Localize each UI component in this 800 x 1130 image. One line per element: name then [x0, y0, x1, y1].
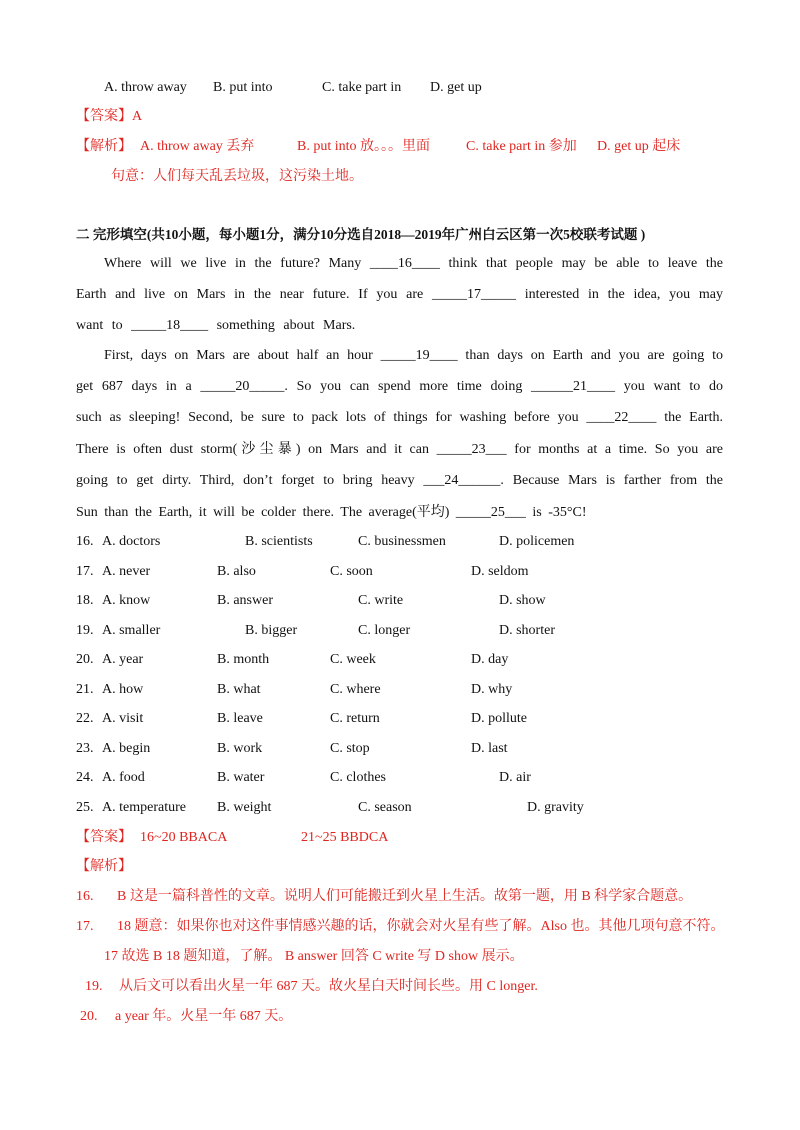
passage-line: such as sleeping! Second, be sure to pack lots of things for washing before you ____22____ the Earth.: [76, 410, 723, 425]
question-number: 25.: [76, 800, 94, 815]
passage-line: going to get dirty. Third, don’t forget to bring heavy ___24______. Because Mars is farther from the: [76, 473, 723, 488]
option-b: B. answer: [217, 593, 273, 608]
option-d: D. air: [499, 770, 531, 785]
option-b: B. work: [217, 741, 263, 756]
option-a: A. throw away: [104, 80, 187, 95]
answer-label: 【答案】: [76, 830, 132, 845]
analysis-d: D. get up 起床: [597, 139, 681, 154]
option-a: A. how: [102, 682, 144, 697]
analysis-label: 【解析】: [76, 859, 132, 874]
question-number: 16.: [76, 534, 94, 549]
analysis-b: B. put into 放。。。里面: [297, 139, 431, 154]
option-b: B. leave: [217, 711, 263, 726]
option-a: A. visit: [102, 711, 144, 726]
option-a: A. smaller: [102, 623, 161, 638]
analysis-a: A. throw away 丢弃: [140, 139, 255, 154]
option-b: B. water: [217, 770, 265, 785]
option-a: A. know: [102, 593, 151, 608]
analysis-c: C. take part in 参加: [466, 139, 577, 154]
option-c: C. soon: [330, 564, 373, 579]
question-number: 18.: [76, 593, 94, 608]
analysis-item-number: 19.: [85, 979, 103, 994]
option-a: A. doctors: [102, 534, 161, 549]
analysis-item-number: 20.: [80, 1009, 98, 1024]
option-b: B. also: [217, 564, 256, 579]
passage-line: First, days on Mars are about half an hour _____19____ than days on Earth and you are going to: [104, 348, 723, 363]
analysis-item-number: 16.: [76, 889, 94, 904]
option-c: C. longer: [358, 623, 411, 638]
passage-line: Where will we live in the future? Many ____16____ think that people may be able to leave the: [104, 256, 723, 271]
option-a: A. begin: [102, 741, 151, 756]
question-number: 19.: [76, 623, 94, 638]
option-c: C. clothes: [330, 770, 386, 785]
option-d: D. show: [499, 593, 546, 608]
passage-line: There is often dust storm(沙尘暴) on Mars and it can _____23___ for months at a time. So you are: [76, 442, 723, 457]
analysis-item-text: B 这是一篇科普性的文章。说明人们可能搬迁到火星上生活。故第一题，用 B 科学家合题意。: [117, 889, 693, 904]
option-b: B. month: [217, 652, 270, 667]
option-d: D. get up: [430, 80, 482, 95]
analysis-item-text: a year 年。火星一年 687 天。: [115, 1009, 293, 1024]
answer-part2: 21~25 BBDCA: [301, 830, 389, 845]
option-a: A. year: [102, 652, 144, 667]
option-d: D. last: [471, 741, 508, 756]
question-number: 22.: [76, 711, 94, 726]
analysis-item-number: 17.: [76, 919, 94, 934]
option-d: D. pollute: [471, 711, 527, 726]
option-c: C. stop: [330, 741, 370, 756]
analysis-sentence: 句意：人们每天乱丢垃圾，这污染土地。: [111, 169, 363, 184]
option-d: D. seldom: [471, 564, 529, 579]
option-d: D. day: [471, 652, 509, 667]
option-c: C. season: [358, 800, 412, 815]
option-b: B. scientists: [245, 534, 313, 549]
question-number: 20.: [76, 652, 94, 667]
option-b: B. bigger: [245, 623, 298, 638]
answer-part1: 16~20 BBACA: [140, 830, 228, 845]
analysis-item-text: 17 故选 B 18 题知道，了解。 B answer 回答 C write 写 D show 展示。: [104, 949, 524, 964]
question-number: 17.: [76, 564, 94, 579]
option-c: C. take part in: [322, 80, 402, 95]
passage-line: Sun than the Earth, it will be colder there. The average(平均) _____25___ is -35°C!: [76, 505, 587, 520]
option-c: C. businessmen: [358, 534, 446, 549]
analysis-item-text: 18 题意：如果你也对这件事情感兴趣的话，你就会对火星有些了解。Also 也。其他几项句意不符。: [117, 919, 725, 934]
section-heading: 二 完形填空(共10小题，每小题1分，满分10分选自2018—2019年广州白云区第一次5校联考试题 ): [76, 227, 646, 242]
option-b: B. weight: [217, 800, 272, 815]
analysis-item-text: 从后文可以看出火星一年 687 天。故火星白天时间长些。用 C longer.: [119, 979, 538, 994]
option-b: B. what: [217, 682, 261, 697]
question-number: 21.: [76, 682, 94, 697]
option-d: D. gravity: [527, 800, 584, 815]
option-a: A. temperature: [102, 800, 186, 815]
option-d: D. why: [471, 682, 513, 697]
passage-line: get 687 days in a _____20_____. So you can spend more time doing ______21____ you want to do: [76, 379, 723, 394]
option-d: D. shorter: [499, 623, 555, 638]
analysis-label: 【解析】: [76, 139, 132, 154]
option-d: D. policemen: [499, 534, 575, 549]
option-c: C. week: [330, 652, 376, 667]
passage-line: Earth and live on Mars in the near future. If you are _____17_____ interested in the idea, you may: [76, 287, 723, 302]
option-a: A. food: [102, 770, 145, 785]
question-number: 23.: [76, 741, 94, 756]
prev-answer: 【答案】A: [76, 109, 143, 124]
option-b: B. put into: [213, 80, 273, 95]
option-c: C. where: [330, 682, 381, 697]
option-a: A. never: [102, 564, 151, 579]
question-number: 24.: [76, 770, 94, 785]
option-c: C. write: [358, 593, 404, 608]
passage-line: want to _____18____ something about Mars.: [76, 318, 356, 333]
option-c: C. return: [330, 711, 380, 726]
